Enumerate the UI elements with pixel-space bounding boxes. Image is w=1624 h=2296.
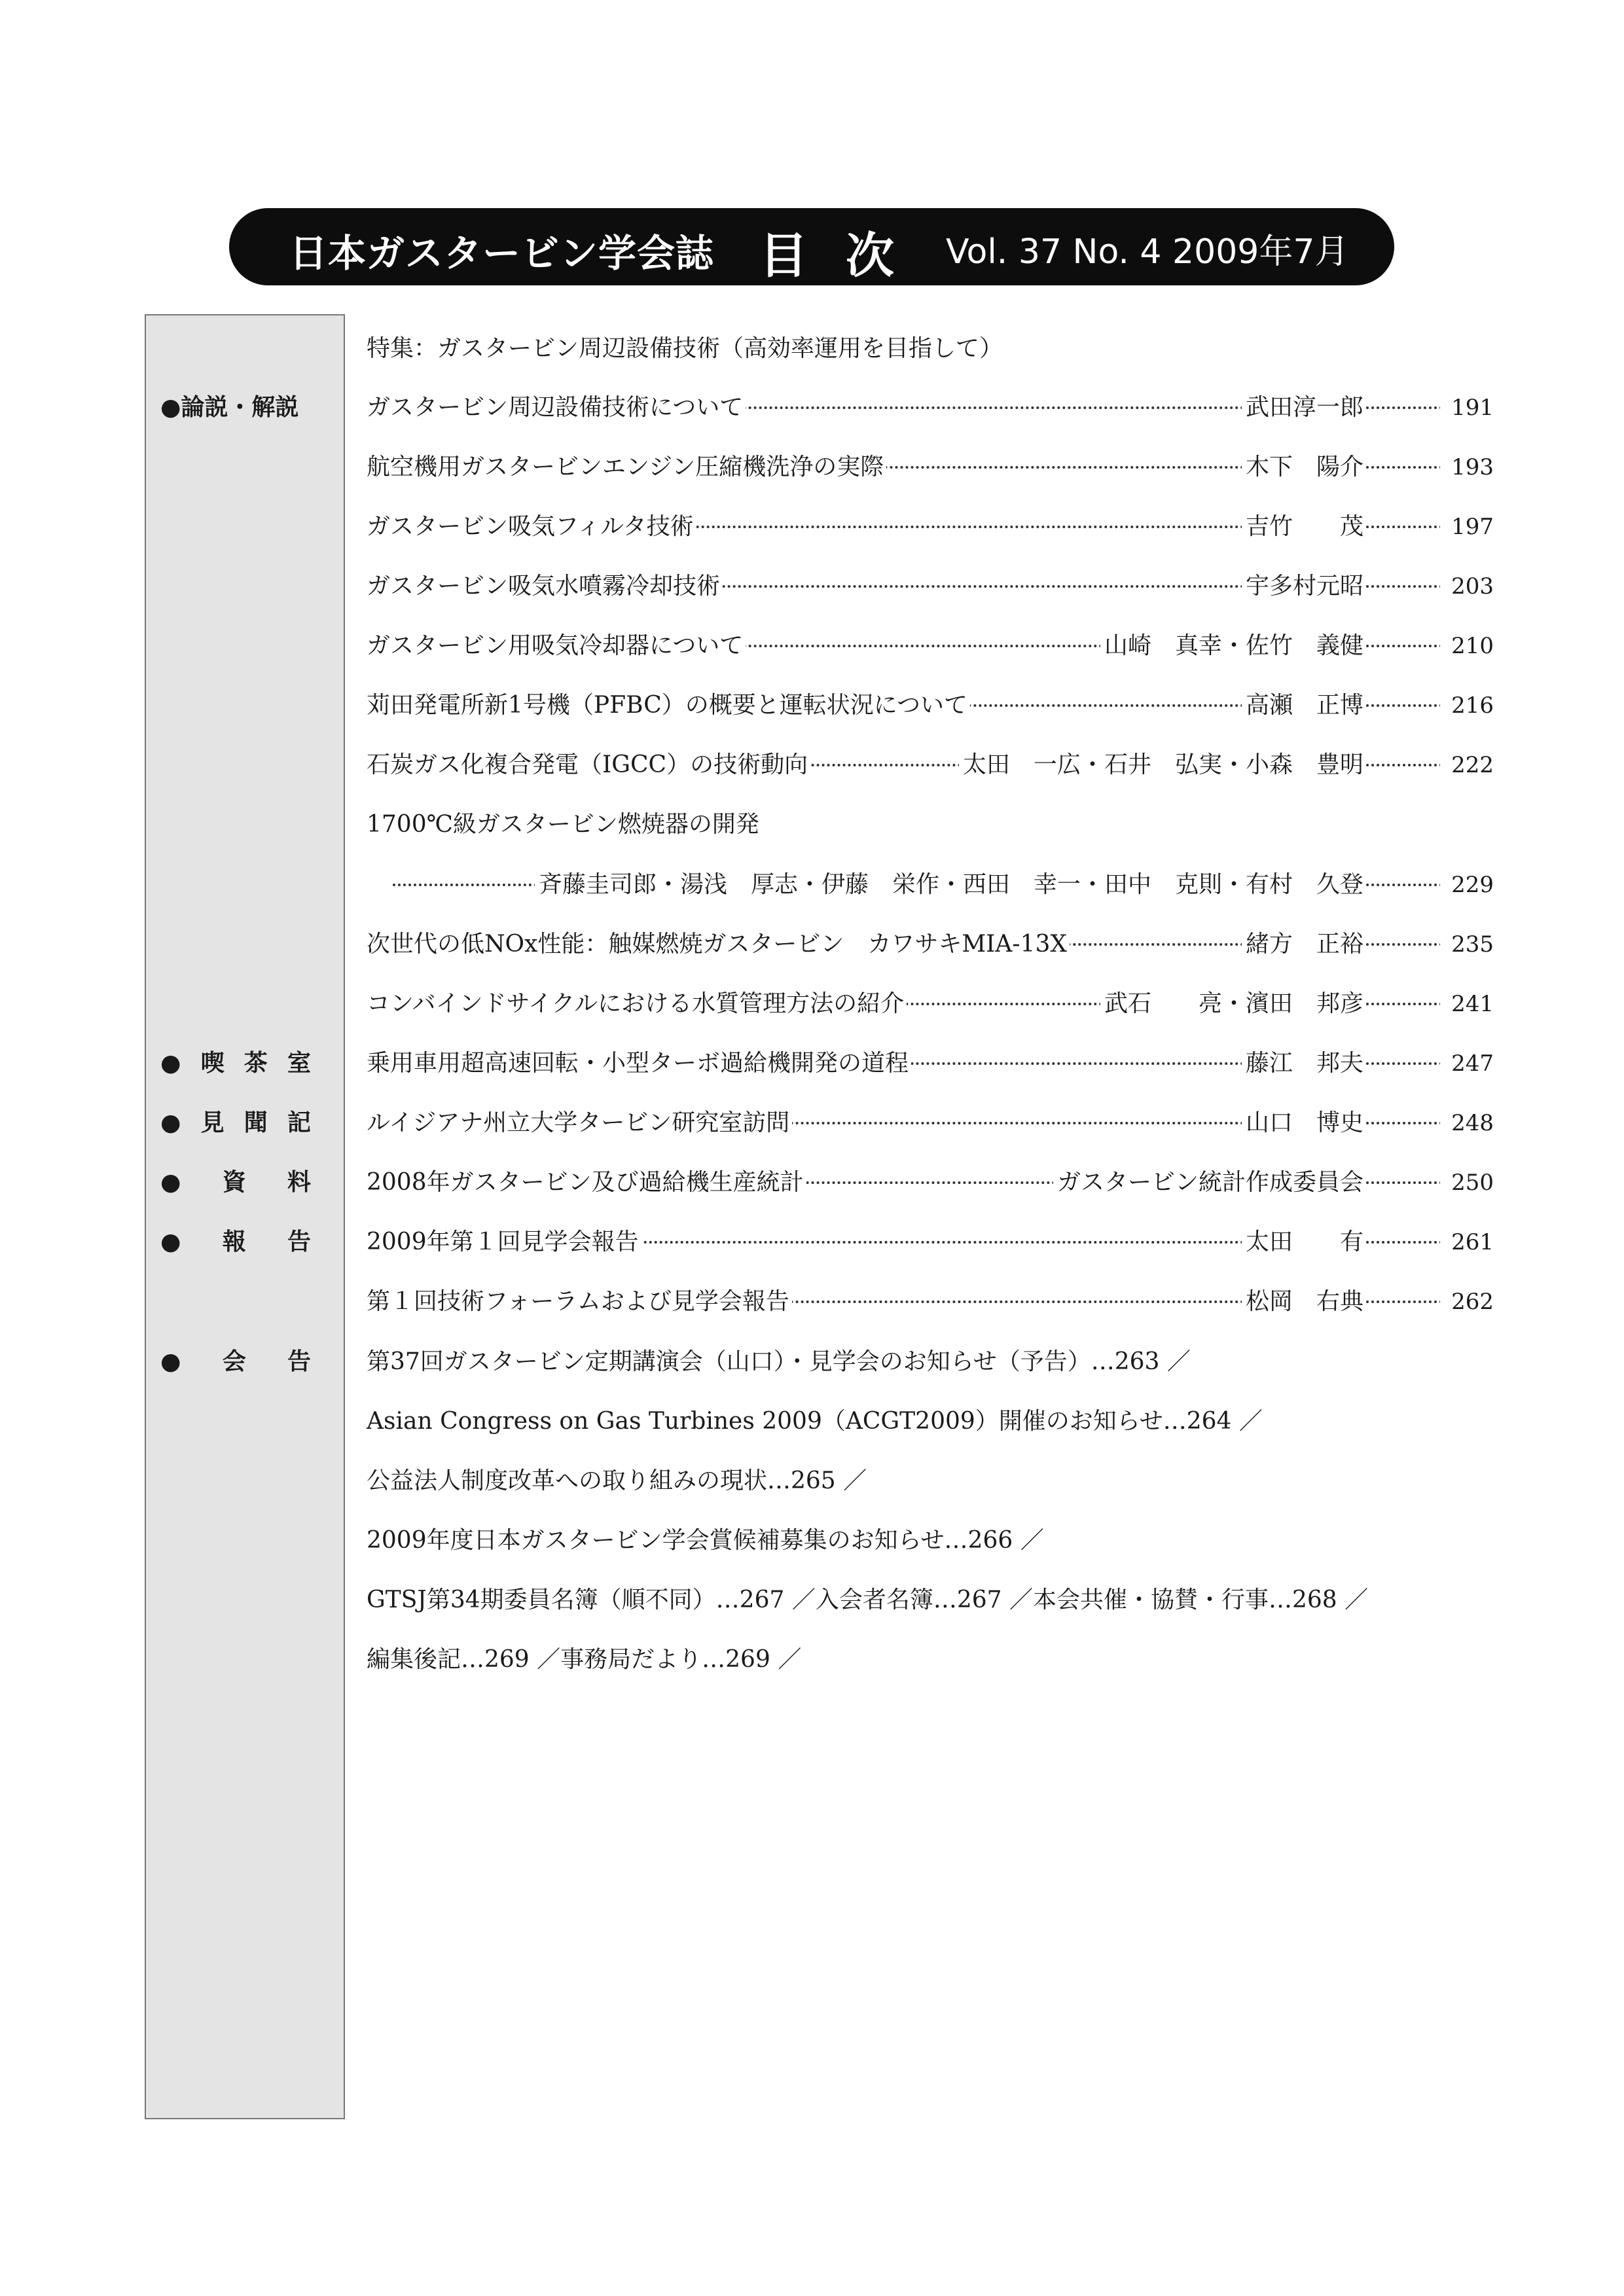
special-feature-row (0, 329, 1624, 368)
page-number: 261 (1440, 1223, 1494, 1262)
toc-entry (0, 1044, 1624, 1083)
toc-label: 目次 (759, 228, 932, 284)
toc-entry (0, 805, 1624, 844)
toc-entry (0, 448, 1624, 487)
article-author: 太田 一広・石井 弘実・小森 豊明 (959, 745, 1363, 785)
article-author: 山崎 真幸・佐竹 義健 (1100, 626, 1363, 666)
category-label: ● 報 告 (160, 1229, 311, 1255)
page-number: 222 (1440, 745, 1494, 785)
article-title: 第１回技術フォーラムおよび見学会報告 (367, 1282, 792, 1321)
article-title: ガスタービン周辺設備技術について (367, 388, 746, 427)
page-number: 241 (1440, 984, 1494, 1024)
article-title: ガスタービン吸気フィルタ技術 (367, 507, 696, 547)
toc-entry (0, 865, 1624, 905)
article-author: 宇多村元昭 (1242, 567, 1363, 606)
article-author: 山口 博史 (1242, 1103, 1363, 1143)
toc-entry (0, 686, 1624, 725)
article-author: ガスタービン統計作成委員会 (1053, 1163, 1363, 1202)
article-title: 石炭ガス化複合発電（IGCC）の技術動向 (367, 745, 810, 785)
article-author: 松岡 右典 (1242, 1282, 1363, 1321)
category-label: ● 喫 茶 室 (160, 1050, 311, 1077)
article-author: 吉竹 茂 (1242, 507, 1363, 547)
category-label: ● 資 料 (160, 1169, 311, 1196)
article-title: 1700℃級ガスタービン燃焼器の開発 (367, 805, 762, 844)
page-number: 235 (1440, 925, 1494, 964)
toc-entry (0, 1103, 1624, 1143)
toc-entry (0, 925, 1624, 964)
toc-entry (0, 1163, 1624, 1202)
category-label: ● 会 告 (160, 1348, 311, 1375)
page-number: 229 (1440, 865, 1494, 905)
notice-row (0, 1581, 1624, 1620)
article-author: 武田淳一郎 (1242, 388, 1363, 427)
article-title: 乗用車用超高速回転・小型ターボ過給機開発の道程 (367, 1044, 911, 1083)
toc-entry (0, 984, 1624, 1024)
page-number: 203 (1440, 567, 1494, 606)
special-feature-title: 特集：ガスタービン周辺設備技術（高効率運用を目指して） (367, 335, 1003, 362)
page-number: 193 (1440, 448, 1494, 487)
notice-row (0, 1640, 1624, 1679)
notice-row (0, 1521, 1624, 1560)
notice-text: 編集後記…269 ／事務局だより…269 ／ (367, 1646, 802, 1673)
toc-entry (0, 745, 1624, 785)
notice-text: 公益法人制度改革への取り組みの現状…265 ／ (367, 1467, 867, 1494)
article-title: 2008年ガスタービン及び過給機生産統計 (367, 1163, 806, 1202)
article-title: 航空機用ガスタービンエンジン圧縮機洗浄の実際 (367, 448, 886, 487)
article-title: 2009年第１回見学会報告 (367, 1223, 641, 1262)
toc-entry (0, 567, 1624, 606)
page-number: 191 (1440, 388, 1494, 427)
page-number: 262 (1440, 1282, 1494, 1321)
article-title: 苅田発電所新1号機（PFBC）の概要と運転状況について (367, 686, 970, 725)
article-author: 高瀬 正博 (1242, 686, 1363, 725)
category-label: ● 見 聞 記 (160, 1109, 311, 1136)
notice-text: 第37回ガスタービン定期講演会（山口）・見学会のお知らせ（予告）…263 ／ (367, 1348, 1191, 1375)
toc-entry (0, 507, 1624, 547)
article-author: 武石 亮・濱田 邦彦 (1100, 984, 1363, 1024)
page-number: 197 (1440, 507, 1494, 547)
article-title: コンバインドサイクルにおける水質管理方法の紹介 (367, 984, 907, 1024)
toc-entry (0, 1282, 1624, 1321)
page-number: 247 (1440, 1044, 1494, 1083)
article-title: ガスタービン用吸気冷却器について (367, 626, 746, 666)
notice-text: GTSJ第34期委員名簿（順不同）…267 ／入会者名簿…267 ／本会共催・協賛・行事…268 ／ (367, 1587, 1369, 1613)
page-number: 248 (1440, 1103, 1494, 1143)
page-number: 250 (1440, 1163, 1494, 1202)
notice-text: 2009年度日本ガスタービン学会賞候補募集のお知らせ…266 ／ (367, 1527, 1044, 1554)
page-number: 210 (1440, 626, 1494, 666)
page-number: 216 (1440, 686, 1494, 725)
notice-row (0, 1462, 1624, 1501)
journal-title: 日本ガスタービン学会誌 (289, 231, 715, 276)
notice-text: Asian Congress on Gas Turbines 2009（ACGT2009）開催のお知らせ…264 ／ (367, 1408, 1263, 1435)
article-author: 緒方 正裕 (1242, 925, 1363, 964)
toc-header-bar (229, 208, 1394, 285)
article-title: ガスタービン吸気水噴霧冷却技術 (367, 567, 723, 606)
article-author: 藤江 邦夫 (1242, 1044, 1363, 1083)
article-title: ルイジアナ州立大学タービン研究室訪問 (367, 1103, 792, 1143)
toc-entry (0, 388, 1624, 427)
article-title: 次世代の低NOx性能：触媒燃焼ガスタービン カワサキMIA-13X (367, 925, 1070, 964)
category-label: ●論説・解説 (160, 394, 299, 421)
notice-row (0, 1402, 1624, 1441)
toc-entry (0, 626, 1624, 666)
article-author: 木下 陽介 (1242, 448, 1363, 487)
article-author: 斉藤圭司郎・湯浅 厚志・伊藤 栄作・西田 幸一・田中 克則・有村 久登 (535, 865, 1363, 905)
notice-row (0, 1342, 1624, 1382)
article-author: 太田 有 (1242, 1223, 1363, 1262)
toc-entry (0, 1223, 1624, 1262)
volume-issue: Vol. 37 No. 4 2009年7月 (946, 232, 1349, 272)
